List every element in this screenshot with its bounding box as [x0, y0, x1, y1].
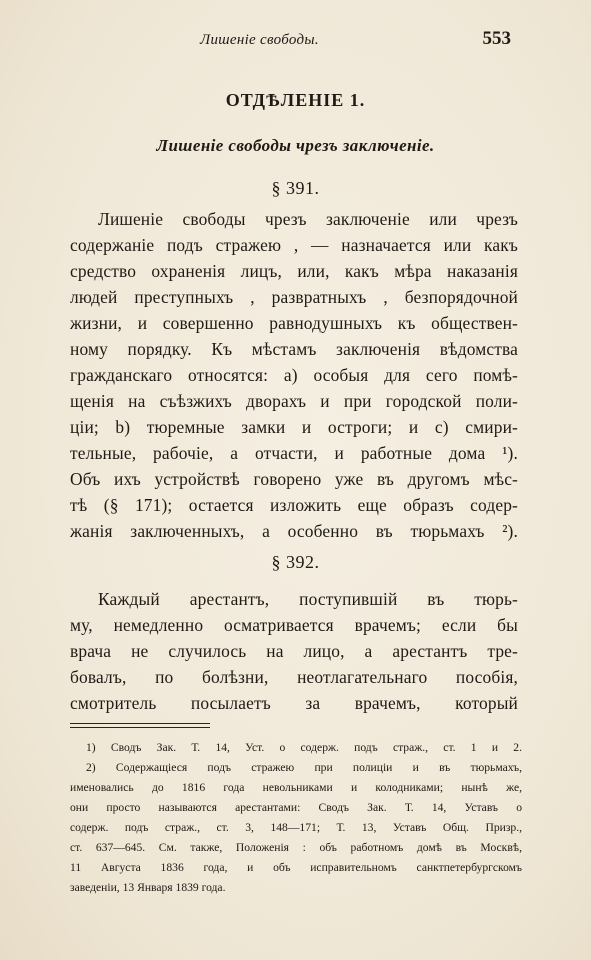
footnote-rule — [70, 723, 210, 724]
text-line: Каждый арестантъ, поступившій въ тюрь- — [98, 589, 518, 609]
footnote-line: именовались до 1816 года невольниками и колодниками; нынѣ же, — [70, 781, 522, 794]
page-number: 553 — [482, 28, 511, 49]
running-head — [0, 28, 591, 52]
footnote-line: они просто называются арестантами: Сводъ Зак. Т. 14, Уставъ о — [70, 801, 522, 814]
text-line: тельные, рабочіе, а отчасти, и работные дома ¹). — [70, 443, 518, 463]
text-line: тѣ (§ 171); остается изложить еще образъ содер- — [70, 495, 518, 515]
text-line: жизни, и совершенно равнодушныхъ къ обществен- — [70, 313, 518, 333]
footnote-line: заведеніи, 13 Января 1839 года. — [70, 881, 226, 894]
text-line: Объ ихъ устройствѣ говорено уже въ другомъ мѣс- — [70, 469, 518, 489]
footnote-2: 2) Содержащіеся подъ стражею при полиціи и въ тюрьмахъ, — [86, 761, 522, 774]
text-line: гражданскаго относятся: а) особыя для сего помѣ- — [70, 365, 518, 385]
text-line: содержаніе подъ стражею , — назначается или какъ — [70, 235, 518, 255]
text-line: ціи; b) тюремные замки и остроги; и с) смири- — [70, 417, 518, 437]
text-line: бовалъ, по болѣзни, неотлагательнаго пособія, — [70, 667, 518, 687]
text-line: смотритель посылаетъ за врачемъ, который — [70, 693, 518, 713]
footnote-1: 1) Сводъ Зак. Т. 14, Уст. о содерж. подъ страж., ст. 1 и 2. — [86, 741, 522, 754]
footnote-line: ст. 637—645. См. также, Положенія : объ работномъ домѣ въ Москвѣ, — [70, 841, 522, 854]
section-subtitle: Лишеніе свободы чрезъ заключеніе. — [156, 136, 435, 155]
text-line: людей преступныхъ , развратныхъ , безпорядочной — [70, 287, 518, 307]
running-title: Лишеніе свободы. — [200, 32, 319, 48]
paragraph-mark-391: § 391. — [271, 178, 320, 198]
section-heading: ОТДѢЛЕНІЕ 1. — [225, 90, 366, 110]
footnote-line: содерж. подъ страж., ст. 3, 148—171; Т. 13, Уставъ Общ. Призр., — [70, 821, 522, 834]
text-line: ному порядку. Къ мѣстамъ заключенія вѣдомства — [70, 339, 518, 359]
text-line: жанія заключенныхъ, а особенно въ тюрьмахъ ²). — [70, 521, 518, 541]
text-line: му, немедленно осматривается врачемъ; если бы — [70, 615, 518, 635]
paragraph-mark-392: § 392. — [271, 552, 320, 572]
footnote-line: 11 Августа 1836 года, и объ исправительномъ санктпетербургскомъ — [70, 861, 522, 874]
text-line: щенія на съѣзжихъ дворахъ и при городской поли- — [70, 391, 518, 411]
text-line: средство охраненія лицъ, или, какъ мѣра наказанія — [70, 261, 518, 281]
text-line: врача не случилось на лицо, а арестантъ тре- — [70, 641, 518, 661]
footnote-rule — [70, 727, 210, 728]
text-line: Лишеніе свободы чрезъ заключеніе или чрезъ — [98, 209, 518, 229]
